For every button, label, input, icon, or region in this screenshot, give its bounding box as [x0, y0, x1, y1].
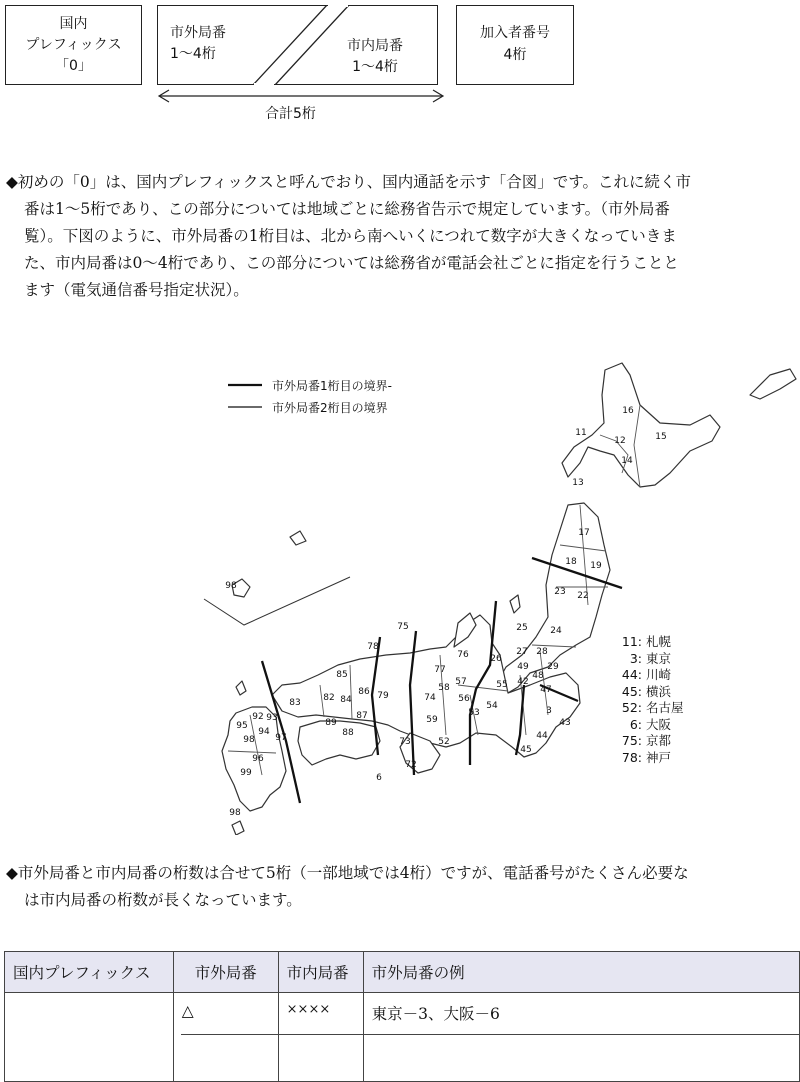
local-code-digits: 1～4桁 — [352, 59, 398, 75]
region-number: 54 — [486, 701, 498, 711]
table-cell: ×××× — [278, 993, 363, 1082]
region-number: 96 — [252, 754, 264, 764]
city-entry: 52: 名古屋 — [621, 700, 684, 715]
region-number: 73 — [399, 737, 411, 747]
region-number: 19 — [590, 561, 602, 571]
region-number: 25 — [516, 623, 528, 633]
region-number: 87 — [356, 711, 368, 721]
intro-line-5: ます（電気通信番号指定状況）。 — [24, 281, 249, 299]
digits-line-2: は市内局番の桁数が長くなっています。 — [24, 891, 302, 909]
region-number: 57 — [455, 677, 467, 687]
area-code-text — [170, 23, 226, 65]
region-number: 28 — [536, 647, 548, 657]
region-number: 16 — [622, 406, 634, 416]
region-number: 6 — [376, 773, 382, 783]
intro-line-4: た、市内局番は0～4桁であり、この部分については総務省が電話会社ごとに指定を行うことと — [24, 254, 679, 272]
region-number: 99 — [240, 768, 252, 778]
region-number: 58 — [438, 683, 450, 693]
prefix-line1: 国内 — [59, 16, 88, 32]
region-number: 83 — [289, 698, 301, 708]
region-number: 93 — [266, 713, 278, 723]
region-number: 74 — [424, 693, 436, 703]
region-number: 49 — [517, 662, 529, 672]
prefix-line3: 「0」 — [55, 58, 92, 74]
region-number: 45 — [520, 745, 532, 755]
region-number: 48 — [532, 671, 544, 681]
region-number: 56 — [458, 694, 470, 704]
region-number: 26 — [490, 654, 502, 664]
region-number: 43 — [559, 718, 571, 728]
prefix-box — [5, 5, 142, 85]
region-number: 15 — [655, 432, 667, 442]
region-number: 77 — [434, 665, 446, 675]
table-cell: 東京－3、大阪－6 — [363, 993, 799, 1082]
region-number: 55 — [496, 680, 508, 690]
region-number: 92 — [252, 712, 264, 722]
region-number: 52 — [438, 737, 450, 747]
prefix-line2: プレフィックス — [25, 37, 122, 53]
area-code-table — [4, 951, 800, 1082]
table-row — [5, 993, 800, 1082]
subscriber-box — [456, 5, 574, 85]
table-header: 市外局番の例 — [363, 952, 799, 993]
region-number: 12 — [614, 436, 626, 446]
local-code-label: 市内局番 — [347, 38, 403, 54]
region-number: 97 — [275, 733, 287, 743]
region-number: 29 — [547, 662, 559, 672]
legend-bold-label: 市外局番1桁目の境界- — [272, 379, 392, 393]
table-row-divider — [181, 1034, 800, 1035]
region-number: 59 — [426, 715, 438, 725]
city-entry: 3: 東京 — [629, 650, 672, 666]
region-number-labels — [225, 406, 666, 818]
table-header: 国内プレフィックス — [5, 952, 174, 993]
region-number: 44 — [536, 731, 548, 741]
region-number: 17 — [578, 528, 590, 538]
region-number: 75 — [397, 622, 409, 632]
region-number: 27 — [516, 647, 528, 657]
region-number: 78 — [367, 642, 379, 652]
digits-line-1: ◆市外局番と市内局番の桁数は合せて5桁（一部地域では4桁）ですが、電話番号がたくさん必要な — [6, 864, 689, 882]
region-number: 79 — [377, 691, 389, 701]
city-entry: 11: 札幌 — [621, 634, 672, 649]
intro-line-1: ◆初めの「0」は、国内プレフィックスと呼んでおり、国内通話を示す「合図」です。これに続く市 — [6, 173, 692, 191]
area-code-label: 市外局番 — [170, 25, 226, 41]
city-entry: 78: 神戸 — [621, 749, 672, 765]
region-number: 88 — [342, 728, 354, 738]
region-number: 94 — [258, 727, 270, 737]
subscriber-digits: 4桁 — [503, 47, 527, 63]
city-entry: 44: 川崎 — [621, 667, 672, 682]
table-header-row — [5, 952, 800, 993]
table-header: 市内局番 — [278, 952, 363, 993]
table-cell — [5, 993, 174, 1082]
region-number: 11 — [575, 428, 587, 438]
region-number: 24 — [550, 626, 562, 636]
digits-paragraph — [6, 860, 800, 914]
city-code-list — [612, 634, 688, 766]
region-number: 84 — [340, 695, 352, 705]
region-number: 3 — [546, 706, 552, 716]
total-arrow — [155, 88, 447, 104]
region-number: 98 — [225, 581, 237, 591]
subscriber-label: 加入者番号 — [480, 25, 550, 41]
total-digits-label: 合計5桁 — [265, 106, 316, 122]
table-header: 市外局番 — [173, 952, 278, 993]
region-number: 18 — [565, 557, 577, 567]
area-code-digits: 1～4桁 — [170, 46, 216, 62]
region-number: 85 — [336, 670, 348, 680]
region-number: 22 — [577, 591, 589, 601]
region-number: 13 — [572, 478, 584, 488]
city-entry: 75: 京都 — [621, 733, 672, 748]
local-code-text — [347, 36, 403, 78]
intro-line-2: 番は1～5桁であり、この部分については地域ごとに総務省告示で規定しています。（市外局番 — [24, 200, 670, 218]
region-number: 82 — [323, 693, 335, 703]
region-number: 76 — [457, 650, 469, 660]
city-entry: 45: 横浜 — [621, 683, 672, 699]
region-number: 42 — [517, 677, 529, 687]
region-number: 95 — [236, 721, 248, 731]
region-number: 98 — [243, 735, 255, 745]
legend-thin-label: 市外局番2桁目の境界 — [272, 401, 388, 415]
table-cell: △ — [173, 993, 278, 1082]
region-number: 98 — [229, 808, 241, 818]
region-number: 89 — [325, 718, 337, 728]
region-number: 72 — [405, 760, 417, 770]
intro-line-3: 覧）。下図のように、市外局番の1桁目は、北から南へいくにつれて数字が大きくなっていきま — [24, 227, 677, 245]
intro-paragraph — [6, 169, 800, 304]
region-number: 47 — [540, 685, 552, 695]
region-number: 53 — [468, 708, 480, 718]
city-entry: 6: 大阪 — [629, 716, 672, 732]
region-number: 14 — [621, 456, 633, 466]
region-number: 86 — [358, 687, 370, 697]
region-number: 23 — [554, 587, 566, 597]
